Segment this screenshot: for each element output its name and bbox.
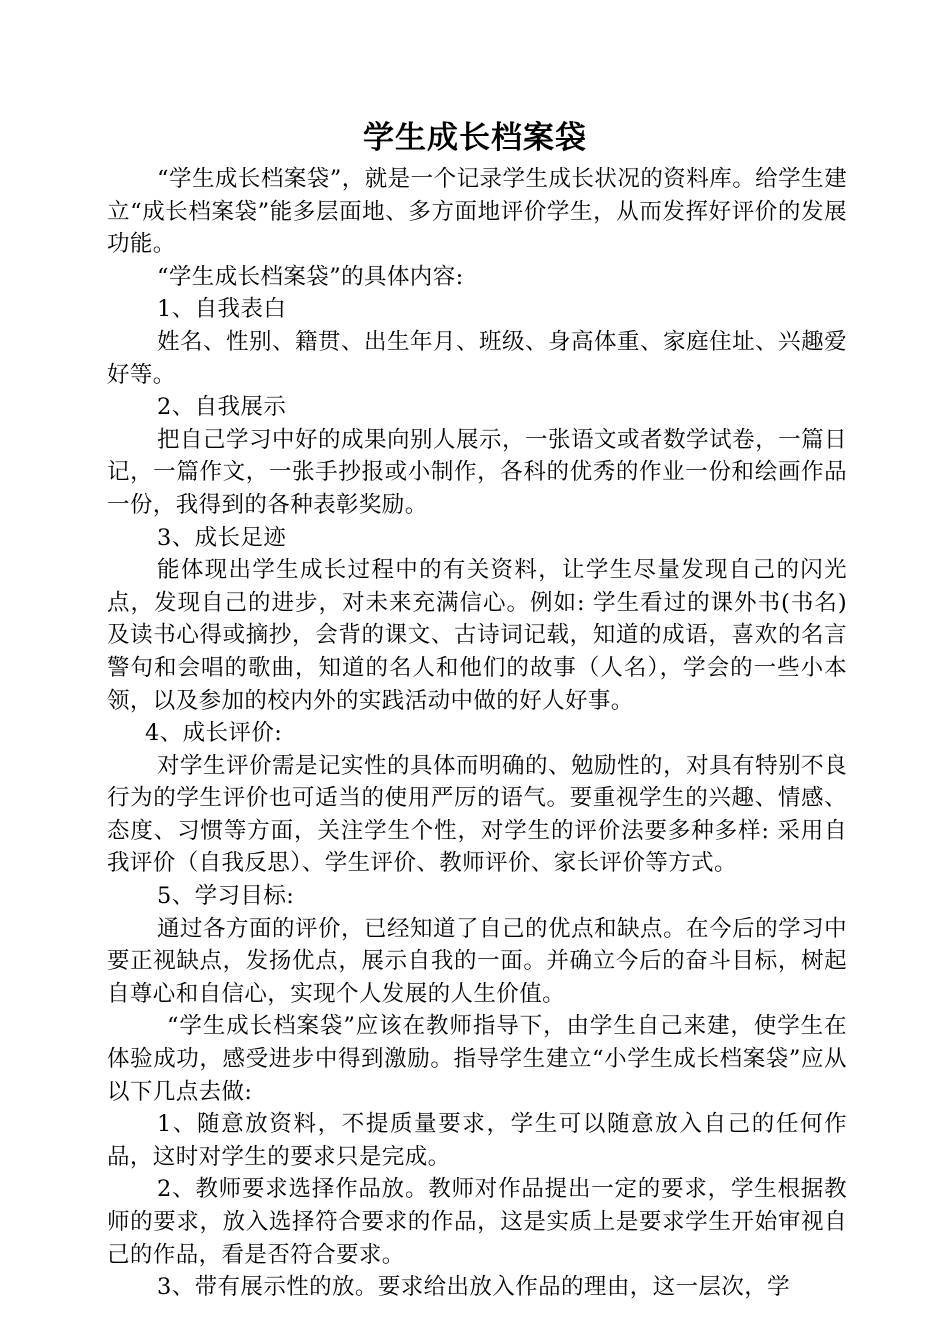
document-body [107,163,847,1304]
paragraph-step-2: 2、教师要求选择作品放。教师对作品提出一定的要求，学生根据教师的要求，放入选择符合要求的作品，这是实质上是要求学生开始审视自己的作品，看是否符合要求。 [107,1176,847,1268]
section-heading-self-display: 2、自我展示 [157,394,287,421]
paragraph-intro: “学生成长档案袋”，就是一个记录学生成长状况的资料库。给学生建立“成长档案袋”能多层面地、多方面地评价学生，从而发挥好评价的发展功能。 [107,166,847,258]
paragraph-contents-heading: “学生成长档案袋”的具体内容: [157,263,464,290]
paragraph-self-introduction: 姓名、性别、籍贯、出生年月、班级、身高体重、家庭住址、兴趣爱好等。 [107,328,847,388]
section-heading-learning-goals: 5、学习目标: [157,883,295,910]
paragraph-learning-goals: 通过各方面的评价，已经知道了自己的优点和缺点。在今后的学习中要正视缺点，发扬优点，展示自我的一面。并确立今后的奋斗目标，树起自尊心和自信心，实现个人发展的人生价值。 [107,915,847,1007]
paragraph-step-3: 3、带有展示性的放。要求给出放入作品的理由，这一层次，学 [157,1274,791,1301]
section-heading-growth-evaluation: 4、成长评价: [145,720,283,747]
document-title: 学生成长档案袋 [363,120,587,156]
paragraph-self-display: 把自己学习中好的成果向别人展示，一张语文或者数学试卷，一篇日记，一篇作文，一张手抄报或小制作，各科的优秀的作业一份和绘画作品一份，我得到的各种表彰奖励。 [107,426,847,518]
section-heading-growth-footprints: 3、成长足迹 [157,524,287,551]
paragraph-step-1: 1、随意放资料，不提质量要求，学生可以随意放入自己的任何作品，这时对学生的要求只是完成。 [107,1111,847,1170]
section-heading-self-introduction: 1、自我表白 [157,296,287,323]
paragraph-growth-footprints: 能体现出学生成长过程中的有关资料，让学生尽量发现自己的闪光点，发现自己的进步，对未来充满信心。例如: 学生看过的课外书(书名)及读书心得或摘抄，会背的课文、古诗词记载，知道的成语，喜欢的名言警句和会唱的歌曲，知道的名人和他们的故事（人名），学会的一些小本领，以及参加的校内外的实践活动中做的好人好事。 [107,557,847,714]
paragraph-guidance: “学生成长档案袋”应该在教师指导下，由学生自己来建，使学生在体验成功，感受进步中得到激励。指导学生建立“小学生成长档案袋”应从以下几点去做: [107,1013,847,1105]
paragraph-growth-evaluation: 对学生评价需是记实性的具体而明确的、勉励性的，对具有特别不良行为的学生评价也可适当的使用严厉的语气。要重视学生的兴趣、情感、态度、习惯等方面，关注学生个性，对学生的评价法要多种多样: 采用自我评价（自我反思）、学生评价、教师评价、家长评价等方式。 [107,752,847,877]
